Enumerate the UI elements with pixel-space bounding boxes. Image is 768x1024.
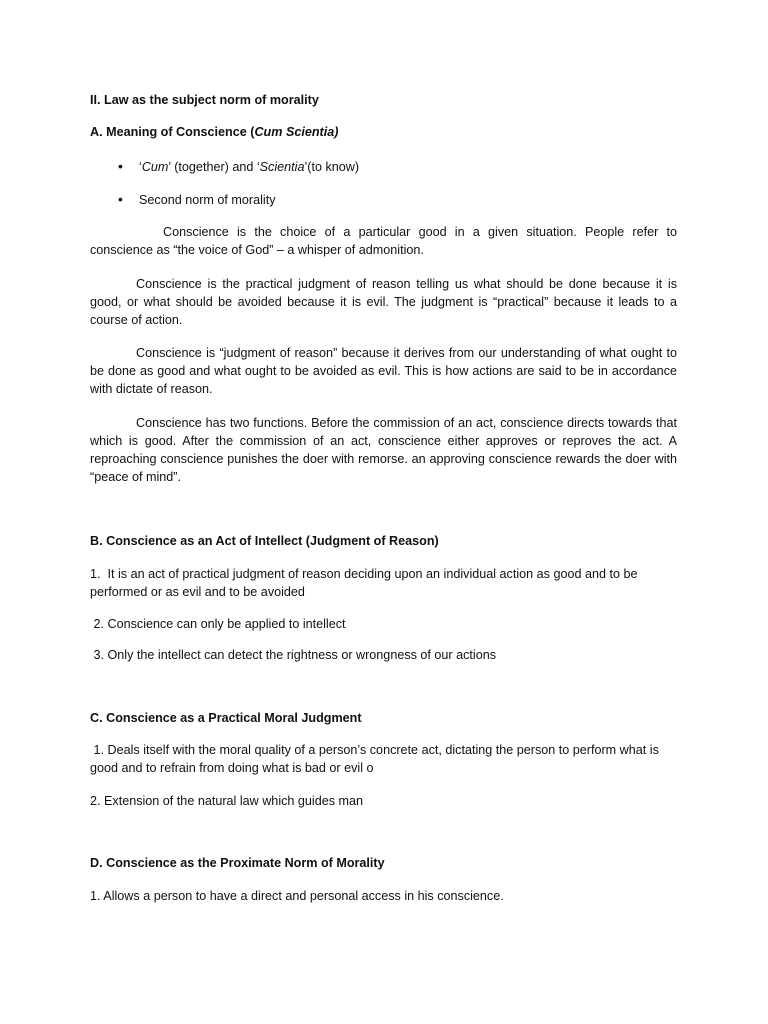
heading-proximate-norm: D. Conscience as the Proximate Norm of Morality — [90, 856, 385, 870]
paragraph-two-functions — [90, 414, 677, 486]
bullet-cum-scientia — [118, 157, 359, 176]
heading-a-text: A. Meaning of Conscience ( — [90, 125, 255, 139]
heading-practical-moral-judgment: C. Conscience as a Practical Moral Judgment — [90, 711, 362, 725]
term-scientia: Scientia — [259, 160, 305, 174]
paragraph-choice-of-good — [90, 223, 677, 259]
para3-text: Conscience is “judgment of reason” because it derives from our understanding of what ought to be done as good and what ought to be avoided as evil. This is how actions are said to be in accordance with dictate of reason. — [90, 346, 677, 396]
list-item-c2: 2. Extension of the natural law which guides man — [90, 794, 364, 808]
para2-text: Conscience is the practical judgment of reason telling us what should be done because it is good, or what should be avoided because it is evil. The judgment is “practical” because it leads to a course of action. — [90, 277, 677, 327]
bullet-second-norm — [118, 190, 276, 209]
list-item-b1: 1. It is an act of practical judgment of reason deciding upon an individual action as good and to be performed or as evil and to be avoided — [90, 567, 641, 599]
quote-open: ‘ — [139, 160, 142, 174]
term-cum: Cum — [141, 160, 169, 174]
paragraph-practical-judgment — [90, 275, 677, 329]
list-item-d1: 1. Allows a person to have a direct and personal access in his conscience. — [90, 889, 504, 903]
list-item-c1: 1. Deals itself with the moral quality of a person’s concrete act, dictating the person to perform what is good and to refrain from doing what is bad or evil o — [90, 743, 663, 775]
bullet-dot-icon — [118, 157, 139, 176]
paragraph-judgment-of-reason — [90, 344, 677, 398]
bullet-mid-text: ’ (together) and ‘ — [168, 160, 260, 174]
bullet-second-norm-text: Second norm of morality — [139, 193, 276, 207]
heading-meaning-of-conscience — [90, 123, 677, 141]
bullet-dot-icon — [118, 190, 139, 209]
heading-a-italic: Cum Scientia) — [254, 125, 339, 139]
heading-law-subject-norm: II. Law as the subject norm of morality — [90, 93, 319, 107]
list-item-b3: 3. Only the intellect can detect the rightness or wrongness of our actions — [90, 648, 497, 662]
heading-act-of-intellect: B. Conscience as an Act of Intellect (Judgment of Reason) — [90, 534, 439, 548]
bullet-end-text: ’(to know) — [304, 160, 360, 174]
para1-text: Conscience is the choice of a particular good in a given situation. People refer to conscience as “the voice of God” – a whisper of admonition. — [90, 225, 677, 257]
list-item-b2: 2. Conscience can only be applied to intellect — [90, 617, 346, 631]
para4-text: Conscience has two functions. Before the commission of an act, conscience directs towards that which is good. After the commission of an act, conscience either approves or reproves the act. A reproaching conscience punishes the doer with remorse. an approving conscience rewards the doer with “peace of mind”. — [90, 416, 677, 484]
